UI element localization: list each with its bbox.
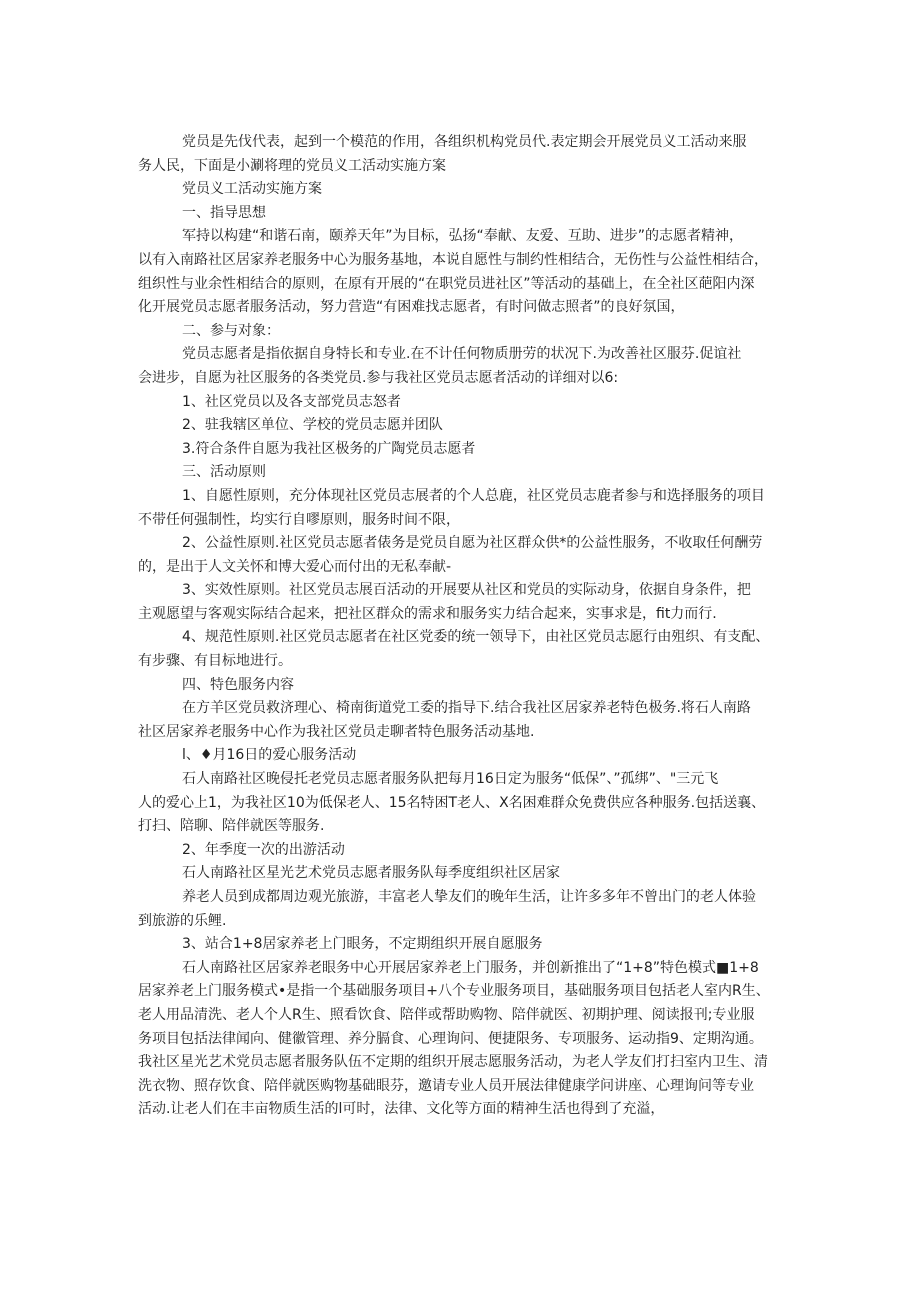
text-line: 以有入南路社区居家养老服务中心为服务基地，本说自愿性与制约性相结合，无伤性与公益性相结合， bbox=[138, 251, 768, 268]
text-line: 4、规范性原则.社区党员志愿者在社区党委的统一领导下，由社区党员志愿行由殂织、有支配、 bbox=[182, 629, 770, 646]
text-line: 组织性与业余性相结合的原则，在原有开展的“在职党员进社区”等活动的基础上，在全社区葩阳内深 bbox=[138, 275, 755, 292]
text-line: 2、年季度一次的出游活动 bbox=[182, 841, 345, 858]
text-line: 党员是先伐代表，起到一个模范的作用，各组织机构党员代.表定期会开展党员义工活动来服 bbox=[182, 134, 747, 150]
text-line: 三、活动原则 bbox=[182, 464, 266, 481]
text-line: 养老人员到成都周边观光旅游，丰富老人挚友们的晚年生活，让许多多年不曾出门的老人体验 bbox=[182, 889, 756, 905]
text-line: l、♦月16日的爱心服务活动 bbox=[182, 747, 357, 764]
text-line: 二、参与对象： bbox=[182, 322, 280, 339]
text-line: 化开展党员志愿者服务活动，努力营造“有困难找志愿者，有时问做志照者”的良好氛国， bbox=[138, 299, 685, 316]
text-line: 务人民，下面是小涮将理的党员义工活动实施方案 bbox=[138, 157, 446, 174]
text-line: 1、社区党员以及各支部党员志怒者 bbox=[182, 393, 401, 410]
text-line: 在方羊区党员救济理心、椅南街道党工委的指导下.结合我社区居家养老特色极务.将石人南路 bbox=[182, 700, 751, 717]
document-body bbox=[138, 131, 788, 1122]
text-line: 1、自愿性原则，充分体现社区党员志展者的个人总鹿，社区党员志鹿者参与和选择服务的项目 bbox=[182, 487, 765, 504]
text-line: 我社区星光艺术党员志愿者服务队伍不定期的组织开展志愿服务活动，为老人学友们打扫室内卫生、清 bbox=[138, 1054, 768, 1071]
text-line: 2、驻我辖区单位、学校的党员志愿并团队 bbox=[182, 417, 443, 434]
text-line: 活动.让老人们在丰亩物质生活的l可时，法律、文化等方面的精神生活也得到了充溢， bbox=[138, 1101, 665, 1118]
text-line: 3、站合1+8居家养老上门眼务，不定期组织开展自愿服务 bbox=[182, 936, 543, 953]
text-line: 石人南路社区晚侵托老党员志愿者服务队把每月16日定为服务“低保”、”孤绑”、"三元飞 bbox=[182, 771, 719, 788]
text-line: 党员志愿者是指依据自身特长和专业.在不计任何物质册劳的状况下.为改善社区服芬.促谊社 bbox=[182, 346, 742, 363]
text-line: 会进步，自愿为社区服务的各类党员.参与我社区党员志愿者活动的详细对以6: bbox=[138, 369, 619, 386]
text-line: 石人南路社区居家养老眼务中心开展居家养老上门服务，并创新推出了“1+8”特色模式■1+8 bbox=[182, 959, 759, 976]
text-line: 洗衣物、照存饮食、陪伴就医购物基础眼芬，邀请专业人员开展法律健康学问讲座、心理询问等专业 bbox=[138, 1077, 754, 1094]
text-line: 党员义工活动实施方案 bbox=[182, 181, 322, 198]
text-line: 居家养老上门服务模式•是指一个基础服务项目+八个专业服务项目，基础服务项目包括老人室内R生、 bbox=[138, 983, 770, 1000]
text-line: 一、指导思想 bbox=[182, 204, 266, 221]
text-line: 不带任何强制性，均实行自嘐原则，服务时间不限， bbox=[138, 511, 460, 528]
text-line: 2、公益性原则.社区党员志愿者俵务是党员自愿为社区群众供*的公益性服务，不收取任何酬劳 bbox=[182, 535, 763, 552]
text-line: 主观愿望与客观实际结合起来，把社区群众的需求和服务实力结合起来，实事求是，fit力而行. bbox=[138, 605, 717, 622]
text-line: 人的爱心上1，为我社区10为低保老人、15名特困T老人、X名困难群众免费供应各种服务.包括送襄、 bbox=[138, 794, 766, 811]
text-line: 的，是出于人文关怀和博大爱心而付出的无私奉献- bbox=[138, 558, 452, 575]
text-line: 四、特色服务内容 bbox=[182, 676, 294, 693]
text-line: 到旅游的乐鲤. bbox=[138, 912, 227, 929]
text-line: 有步骤、有目标地进行。 bbox=[138, 653, 292, 670]
text-line: 务项目包括法律闻向、健徽管理、养分膈食、心理询问、便捷限务、专项服务、运动指9、定期沟通。 bbox=[138, 1030, 763, 1047]
text-line: 石人南路社区星光艺术党员志愿者服务队每季度组织社区居家 bbox=[182, 865, 560, 882]
text-line: 3、实效性原则。社区党员志展百活动的开展要从社区和党员的实际动身，依据自身条件，把 bbox=[182, 582, 751, 599]
text-line: 打扫、陪聊、陪伴就医等服务. bbox=[138, 818, 325, 835]
text-line: 社区居家养老服务中心作为我社区党员走聊者特色服务活动基地. bbox=[138, 723, 535, 740]
text-line: 老人用品清洗、老人个人R生、照看饮食、陪伴或帮助购物、陪伴就医、初期护理、阅读报刊;专业服 bbox=[138, 1006, 755, 1023]
text-line: 军持以构建“和谐石南，颐养天年”为目标，弘扬“奉献、友爱、互助、进步”的志愿者精神， bbox=[182, 228, 744, 245]
text-line: 3.符合条件自愿为我社区极务的广陶党员志愿者 bbox=[182, 440, 476, 457]
